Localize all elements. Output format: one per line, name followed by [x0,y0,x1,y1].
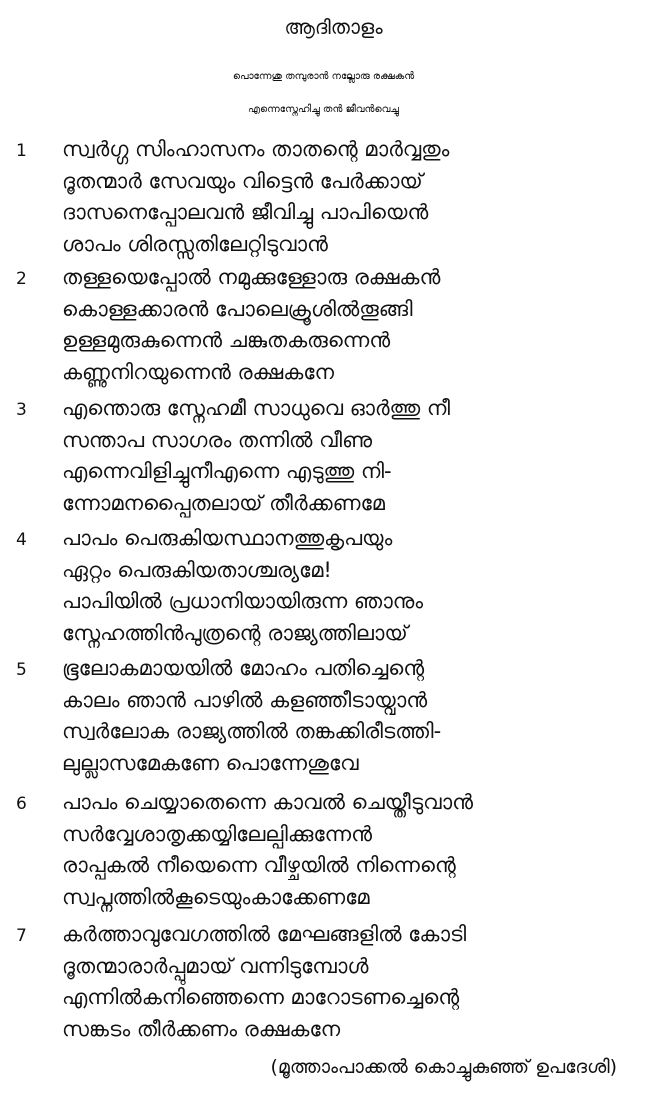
stanza-line: ദാസനെപ്പോലവൻ ജീവിച്ചു പാപിയെൻ [62,200,429,224]
stanza-line: എന്തൊരു സ്നേഹമീ സാധുവെ ഓർത്തു നീ [62,396,451,420]
stanza-lines [62,134,632,260]
stanza-line: പാപിയിൽ പ്രധാനിയായിരുന്ന ഞാനും [62,589,424,613]
stanza-lines [62,787,632,913]
stanza-line: തള്ളയെപ്പോൽ നമുക്കുള്ളോരു രക്ഷകൻ [62,265,441,289]
stanza-lines [62,653,632,779]
stanza-line: എന്നെവിളിച്ചുനീഎന്നെ എടുത്തു നി- [62,459,392,483]
author-attribution: (മൂത്താംപാക്കൽ കൊച്ചുകുഞ്ഞ് ഉപദേശി) [270,1056,617,1078]
stanza-number: 1 [16,141,27,161]
stanza-lines [62,523,632,649]
stanza-line: കർത്താവുവേഗത്തിൽ മേഘങ്ങളിൽ കോടി [62,922,467,946]
stanza-number: 3 [16,400,27,420]
raga-heading: ആദിതാളം [284,15,383,39]
refrain-line: എന്നെസ്നേഹിച്ചു തൻ ജീവൻവെച്ചു [248,104,399,115]
stanza-line: ശാപം ശിരസ്സതിലേറ്റിടുവാൻ [62,231,328,256]
stanza-line: ന്നോമനപ്പൈതലായ് തീർക്കണമേ [62,490,385,515]
stanza-line: കണ്ണുനിറയുന്നെൻ രക്ഷകനേ [62,359,334,384]
stanza-number: 5 [16,660,27,680]
stanza-line: എന്നിൽകനിഞ്ഞെന്നെ മാറോടണച്ചെന്റെ [62,985,460,1009]
stanza-lines [62,393,632,519]
stanza-number: 6 [16,794,27,814]
stanza-line: സ്വപ്നത്തിൽകൂടെയുംകാക്കേണമേ [62,884,370,909]
stanza-line: സങ്കടം തീർക്കണം രക്ഷകനേ [62,1016,341,1041]
stanza-line: കൊള്ളക്കാരൻ പോലെക്രൂശിൽതൂങ്ങി [62,296,413,321]
stanza-line: പാപം പെരുകിയസ്ഥാനത്തുകൃപയും [62,526,393,550]
stanza-line: ലുല്ലാസമേകണേ പൊന്നേശുവേ [62,750,359,775]
stanza-line: ഉള്ളമുരുകുന്നെൻ ചങ്കുതകരുന്നെൻ [62,328,391,352]
refrain [0,60,647,126]
stanza-line: ദൂതന്മാരാർപ്പുമായ് വന്നിടുമ്പോൾ [62,953,369,978]
stanza-lines [62,919,632,1045]
stanza-line: സന്താപ സാഗരം തന്നിൽ വീണു [62,427,372,452]
stanza-number: 4 [16,530,27,550]
stanza-line: രാപ്പകൽ നീയെന്നെ വീഴ്ചയിൽ നിന്നെന്റെ [62,853,456,877]
stanza-line: സർവ്വേശാതൃക്കയ്യിലേല്പിക്കുന്നേൻ [62,821,372,846]
stanza-line: സ്വർലോക രാജ്യത്തിൽ തങ്കക്കിരീടത്തി- [62,719,442,743]
stanza-number: 7 [16,926,27,946]
stanza-line: ഭൂലോകമായയിൽ മോഹം പതിച്ചെന്റെ [62,656,425,680]
refrain-line: പൊന്നേശു തമ്പുരാൻ നല്ലോരു രക്ഷകൻ [232,71,415,82]
stanza-lines [62,262,632,388]
stanza-number: 2 [16,269,27,289]
stanza-line: പാപം ചെയ്യാതെന്നെ കാവൽ ചെയ്തീടുവാൻ [62,790,474,814]
stanza-line: കാലം ഞാൻ പാഴിൽ കളഞ്ഞീടായ്വാൻ [62,687,428,712]
stanza-line: ഏറ്റം പെരുകിയതാശ്ചര്യമേ! [62,557,332,582]
stanza-line: ദൂതന്മാർ സേവയും വിട്ടെൻ പേർക്കായ് [62,168,423,193]
stanza-line: സ്നേഹത്തിൻപുത്രന്റെ രാജ്യത്തിലായ് [62,620,408,645]
stanza-line: സ്വർഗ്ഗ സിംഹാസനം താതന്റെ മാർവ്വതും [62,137,450,161]
